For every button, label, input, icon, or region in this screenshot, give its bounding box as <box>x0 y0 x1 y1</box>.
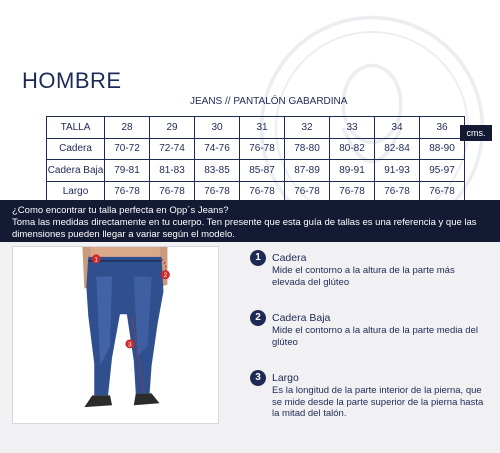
table-cell: 79-81 <box>105 160 150 182</box>
table-cell: 76-78 <box>240 181 285 203</box>
marker-3-label: 3 <box>128 341 132 349</box>
page-subtitle: JEANS // PANTALÓN GABARDINA <box>190 96 348 107</box>
table-header-row <box>47 117 465 139</box>
table-cell: 76-78 <box>375 181 420 203</box>
table-cell: 74-76 <box>195 138 240 160</box>
table-header-cell: 31 <box>240 117 285 139</box>
shoe-left-icon <box>84 395 112 407</box>
size-table <box>46 116 465 203</box>
table-cell: 91-93 <box>375 160 420 182</box>
table-header-cell: 36 <box>420 117 465 139</box>
measure-item-description: Es la longitud de la parte interior de la pierna, que se mide desde la parte superior de la pierna hasta la mitad del talón. <box>272 385 484 419</box>
table-row-label: Cadera Baja <box>47 160 105 182</box>
table-cell: 82-84 <box>375 138 420 160</box>
table-header-cell: 34 <box>375 117 420 139</box>
table-cell: 76-78 <box>150 181 195 203</box>
marker-2-label: 2 <box>163 272 168 280</box>
measure-item-title: Cadera Baja <box>272 312 331 324</box>
table-header-cell: 33 <box>330 117 375 139</box>
table-row-label: Largo <box>47 181 105 203</box>
table-row <box>47 138 465 160</box>
measure-item-title: Cadera <box>272 252 307 264</box>
table-cell: 89-91 <box>330 160 375 182</box>
step-number-badge: 1 <box>250 250 266 266</box>
table-row-label: Cadera <box>47 138 105 160</box>
table-cell: 83-85 <box>195 160 240 182</box>
measure-item-description: Mide el contorno a la altura de la parte media del glúteo <box>272 325 478 348</box>
table-cell: 76-78 <box>330 181 375 203</box>
guide-banner <box>0 200 500 242</box>
guide-instructions: Toma las medidas directamente en tu cuerpo. Ten presente que esta guía de tallas es una referencia y que las dimensiones pueden llegar a variar según el modelo. <box>12 217 477 240</box>
table-header-cell: 32 <box>285 117 330 139</box>
guide-question: ¿Como encontrar tu talla perfecta en Opp´s Jeans? <box>12 205 229 216</box>
table-cell: 88-90 <box>420 138 465 160</box>
table-cell: 80-82 <box>330 138 375 160</box>
table-header-cell: 30 <box>195 117 240 139</box>
table-cell: 76-78 <box>285 181 330 203</box>
table-cell: 76-78 <box>195 181 240 203</box>
jeans-illustration-svg <box>13 247 218 423</box>
page-title: HOMBRE <box>22 68 122 93</box>
table-cell: 87-89 <box>285 160 330 182</box>
table-cell: 70-72 <box>105 138 150 160</box>
table-header-cell: TALLA <box>47 117 105 139</box>
step-number-badge: 2 <box>250 310 266 326</box>
table-cell: 76-78 <box>105 181 150 203</box>
table-cell: 85-87 <box>240 160 285 182</box>
measure-item-description: Mide el contorno a la altura de la parte más elevada del glúteo <box>272 265 455 288</box>
table-row <box>47 160 465 182</box>
table-header-cell: 28 <box>105 117 150 139</box>
table-cell: 81-83 <box>150 160 195 182</box>
table-cell: 78-80 <box>285 138 330 160</box>
measure-item-title: Largo <box>272 372 299 384</box>
jeans-model-illustration <box>12 246 219 424</box>
table-cell: 76-78 <box>420 181 465 203</box>
units-badge: cms. <box>460 125 492 141</box>
table-header-cell: 29 <box>150 117 195 139</box>
step-number-badge: 3 <box>250 370 266 386</box>
table-cell: 95-97 <box>420 160 465 182</box>
shoe-right-icon <box>134 393 160 405</box>
table-cell: 72-74 <box>150 138 195 160</box>
table-cell: 76-78 <box>240 138 285 160</box>
marker-1-label: 1 <box>94 256 99 264</box>
